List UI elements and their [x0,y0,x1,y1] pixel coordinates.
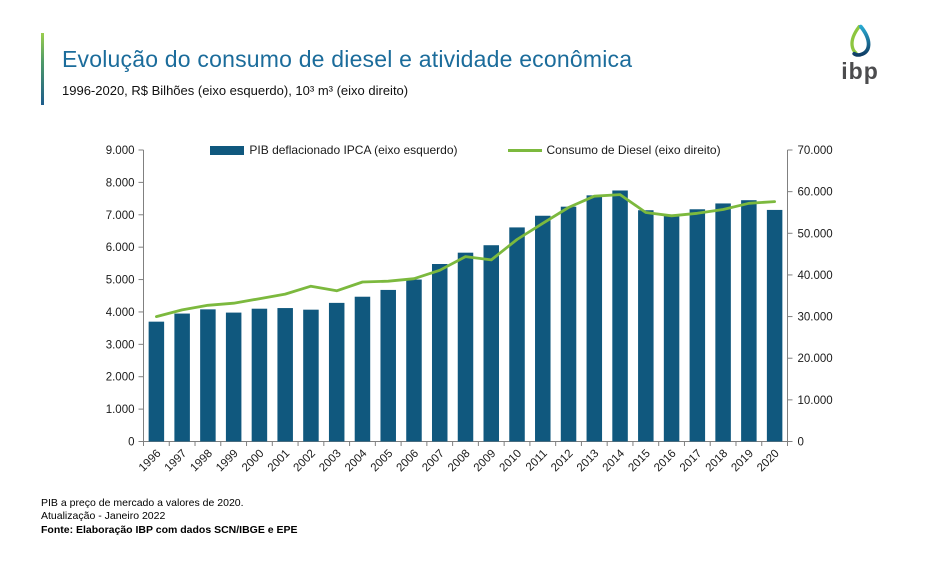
x-label-1997: 1997 [162,447,190,475]
x-label-2013: 2013 [574,447,602,475]
footer-note-2: Atualização - Janeiro 2022 [41,510,166,523]
x-label-2014: 2014 [600,447,628,475]
x-label-2004: 2004 [342,447,370,475]
bar-2012 [561,207,577,442]
y-left-label: 4.000 [105,306,135,319]
bar-2013 [587,195,603,441]
y-left-label: 5.000 [105,274,135,287]
bar-2001 [277,308,293,441]
legend-label-pib: PIB deflacionado IPCA (eixo esquerdo) [249,143,458,157]
y-left-label: 6.000 [105,242,135,255]
x-label-2001: 2001 [265,447,293,475]
x-label-2009: 2009 [471,447,499,475]
bar-2015 [638,210,654,441]
bar-1998 [200,309,216,441]
bar-2019 [741,200,757,441]
bar-2009 [484,245,500,441]
legend-label-diesel: Consumo de Diesel (eixo direito) [546,143,721,157]
y-left-label: 7.000 [105,209,135,222]
footer-source: Fonte: Elaboração IBP com dados SCN/IBGE e EPE [41,523,298,536]
x-label-2019: 2019 [729,447,756,475]
bar-1996 [149,322,165,442]
bar-2006 [406,280,422,442]
bar-2008 [458,253,474,442]
bar-2018 [715,203,731,441]
x-label-2008: 2008 [446,447,473,475]
x-label-2011: 2011 [523,447,550,474]
bar-2003 [329,303,345,442]
y-right-label: 50.000 [797,228,833,241]
ibp-logo-text: ibp [841,58,879,84]
bar-2002 [303,310,319,442]
page-subtitle: 1996-2020, R$ Bilhões (eixo esquerdo), 10³ m³ (eixo direito) [62,83,409,98]
bar-2004 [355,297,371,442]
x-label-2020: 2020 [755,447,782,475]
y-right-label: 60.000 [797,186,833,199]
y-right-label: 40.000 [797,269,833,282]
x-label-2000: 2000 [239,447,267,475]
bar-2017 [690,209,706,441]
footer-notes [41,497,298,537]
x-label-1998: 1998 [188,447,216,475]
page-title: Evolução do consumo de diesel e atividade econômica [62,46,633,72]
y-right-label: 20.000 [797,353,833,366]
x-label-1999: 1999 [214,447,241,475]
x-label-2015: 2015 [626,447,653,475]
y-right-label: 30.000 [797,311,833,324]
bar-2014 [612,190,628,441]
bar-2010 [509,227,525,441]
y-left-label: 1.000 [105,404,135,417]
bar-2007 [432,264,448,441]
y-left-label: 3.000 [105,339,135,352]
y-left-label: 8.000 [105,177,135,190]
y-left-label: 9.000 [105,145,135,157]
x-label-2007: 2007 [420,447,447,475]
y-right-label: 70.000 [797,145,833,157]
bar-2005 [380,290,396,442]
bar-1997 [174,314,190,442]
x-label-2016: 2016 [652,447,679,475]
x-label-2017: 2017 [677,447,705,475]
x-label-2006: 2006 [394,447,422,475]
bar-2020 [767,210,783,442]
x-label-2003: 2003 [317,447,344,475]
bar-2016 [664,214,680,441]
footer-note-1: PIB a preço de mercado a valores de 2020. [41,497,244,509]
y-left-label: 0 [128,436,135,449]
bar-1999 [226,313,242,442]
y-right-label: 0 [797,436,804,449]
x-label-1996: 1996 [136,447,164,475]
x-label-2005: 2005 [368,447,396,475]
x-label-2002: 2002 [291,447,319,475]
x-label-2010: 2010 [497,447,525,475]
bar-2011 [535,216,551,442]
y-right-label: 10.000 [797,394,833,407]
bar-2000 [252,309,267,442]
x-label-2018: 2018 [703,447,731,475]
x-label-2012: 2012 [549,447,576,475]
y-left-label: 2.000 [105,371,135,384]
